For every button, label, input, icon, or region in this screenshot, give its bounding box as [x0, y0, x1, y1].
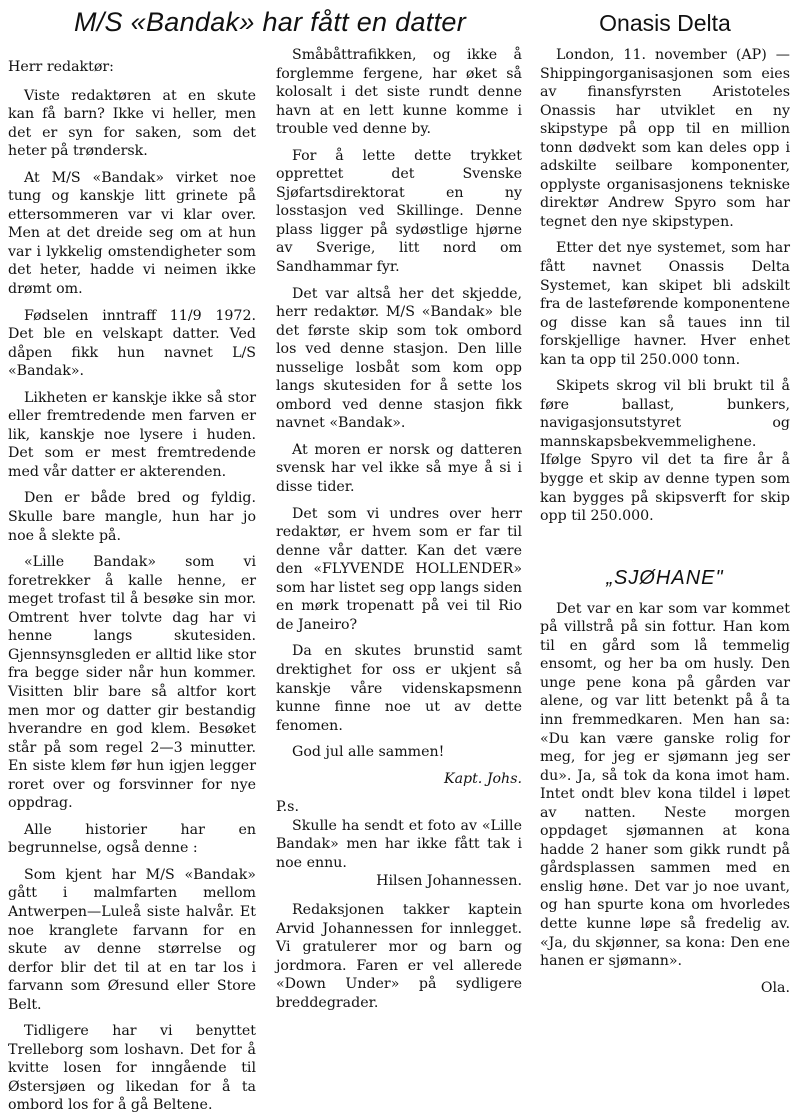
article-onasis-column [540, 46, 790, 997]
article-headline-bandak: M/S «Bandak» har fått en datter [73, 7, 467, 37]
paragraph: Tidligere har vi benyttet Trelleborg som loshavn. Det for å kvitte losen for inngående til Østersjøen og likedan for å ta ombord los for å gå Beltene. [8, 1023, 256, 1114]
paragraph: At M/S «Bandak» virket noe tung og kanskje litt grinete på ettersommeren var vi klar over. Men at det dreide seg om at hun var i lykkelig omstendigheter som det heter, hadde vi neimen ikke drømt om. [8, 169, 256, 298]
paragraph: London, 11. november (AP) — Shippingorganisasjonen som eies av finansfyrsten Aristoteles Onassis har utviklet en ny skipstype på opp til en million tonn dødvekt som kan deles opp i adskilte seilbare komponenter, opplyste organisasjonens tekniske direktør Andrew Spyro som har tegnet den nye skipstypen. [540, 47, 790, 230]
paragraph: Viste redaktøren at en skute kan få barn? Ikke vi heller, men det er syn for saken, som det heter på trøndersk. [8, 87, 256, 160]
paragraph: Småbåttrafikken, og ikke å forglemme fergene, har øket så kolosalt i det siste rundt denne havn at en lett kunne komme i trouble ved denne by. [276, 47, 522, 138]
article-bandak-column-1 [8, 58, 256, 1115]
ps-signature: Hilsen Johannessen. [376, 873, 522, 890]
ps-label: P.s. [276, 799, 299, 816]
paragraph: At moren er norsk og datteren svensk har vel ikke så mye å si i disse tider. [276, 441, 522, 496]
paragraph: Som kjent har M/S «Bandak» gått i malmfarten mellom Antwerpen—Luleå siste halvår. Et noe kranglete farvann for en skute av denne størrelse og derfor blir det til at en tar los i farvann som Øresund eller Store Belt. [8, 866, 256, 1013]
paragraph: Det som vi undres over herr redaktør, er hvem som er far til denne vår datter. Kan det være den «FLYVENDE HOLLENDER» som har listet seg opp langs siden en mørk tropenatt på vei til Rio de Janeiro? [276, 505, 522, 633]
editor-note: Redaksjonen takker kaptein Arvid Johannessen for innlegget. Vi gratulerer mor og barn og jordmora. Faren er vel allerede «Down Under» på sydligere breddegrader. [276, 901, 522, 1011]
signature: Kapt. Johs. [443, 770, 522, 787]
salutation: Herr redaktør: [8, 59, 114, 75]
paragraph: Alle historier har en begrunnelse, også denne : [8, 821, 256, 857]
paragraph: Fødselen inntraff 11/9 1972. Det ble en velskapt datter. Ved dåpen fikk hun navnet L/S «Bandak». [8, 307, 256, 380]
signature: Ola. [760, 979, 790, 996]
paragraph: Det var altså her det skjedde, herr redaktør. M/S «Bandak» ble det første skip som tok ombord los ved denne stasjon. Den lille nusselige losbåt som kom opp langs skutesiden for å sette los ombord ved denne stasjon fikk navnet «Bandak». [276, 285, 522, 432]
article-headline-sjohane: „SJØHANE" [606, 566, 724, 589]
paragraph: Det var en kar som var kommet på villstrå på sin fottur. Han kom til en gård som lå temmelig ensomt, og her ba om husly. Den unge pene kona på gården var alene, og var litt betenkt på å ta inn fremmedkaren. Men han sa: «Du kan være ganske rolig for meg, for jeg er sjømann jeg ser du». Ja, så tok da kona imot ham. Intet ondt blev kona tildel i løpet av natten. Neste morgen oppdaget sjømannen at kona hadde 2 haner som gikk rundt på gårdsplassen sammen med en enslig høne. Det var jo noe uvant, og han spurte kona om hvorledes dette kunne løpe så fredelig av. «Ja, du skjønner, sa kona: Den ene hanen er sjømann». [540, 600, 790, 970]
paragraph: «Lille Bandak» som vi foretrekker å kalle henne, er meget trofast til å besøke sin mor. Omtrent hver tolvte dag har vi henne langs skutesiden. Gjennsynsgleden er alltid like stor fra begge sider når hun kommer. Visitten blir bare så altfor kort men mor og datter gir bestandig hverandre en god klem. Besøket står på som regel 2—3 minutter. En siste klem før hun igjen legger roret over og forsvinner for nye oppdrag. [8, 554, 256, 812]
paragraph: Da en skutes brunstid samt drektighet for oss er ukjent så kanskje våre videnskapsmenn kunne finne noe ut av dette fenomen. [276, 643, 522, 734]
paragraph: Etter det nye systemet, som har fått navnet Onassis Delta Systemet, kan skipet bli adskilt fra de lasteførende komponentene og disse kan så taues inn til forskjellige havner. Hver enhet kan ta opp til 250.000 tonn. [540, 240, 790, 368]
paragraph: Likheten er kanskje ikke så stor eller fremtredende men farven er lik, kanskje noe lysere i huden. Det som er mest fremtredende med vår datter er akterenden. [8, 389, 256, 480]
paragraph: Den er både bred og fyldig. Skulle bare mangle, hun har jo noe å slekte på. [8, 490, 256, 544]
article-bandak-column-2 [276, 46, 522, 1012]
ps-text: Skulle ha sendt et foto av «Lille Bandak» men har ikke fått tak i noe ennu. [276, 817, 522, 871]
paragraph: God jul alle sammen! [292, 744, 445, 761]
paragraph: Skipets skrog vil bli brukt til å føre ballast, bunkers, navigasjonsutstyret og mannskapsbekvemmelighene. Ifølge Spyro vil det ta fire år å bygge et skip av denne typen som kan bygges på skipsverft for skip opp til 250.000. [540, 378, 790, 525]
article-headline-onasis-delta: Onasis Delta [599, 10, 731, 36]
paragraph: For å lette dette trykket opprettet det Svenske Sjøfartsdirektorat en ny losstasjon ved Skillinge. Denne plass ligger på sydøstlige hjørne av Sverige, litt nord om Sandhammar fyr. [276, 147, 522, 276]
